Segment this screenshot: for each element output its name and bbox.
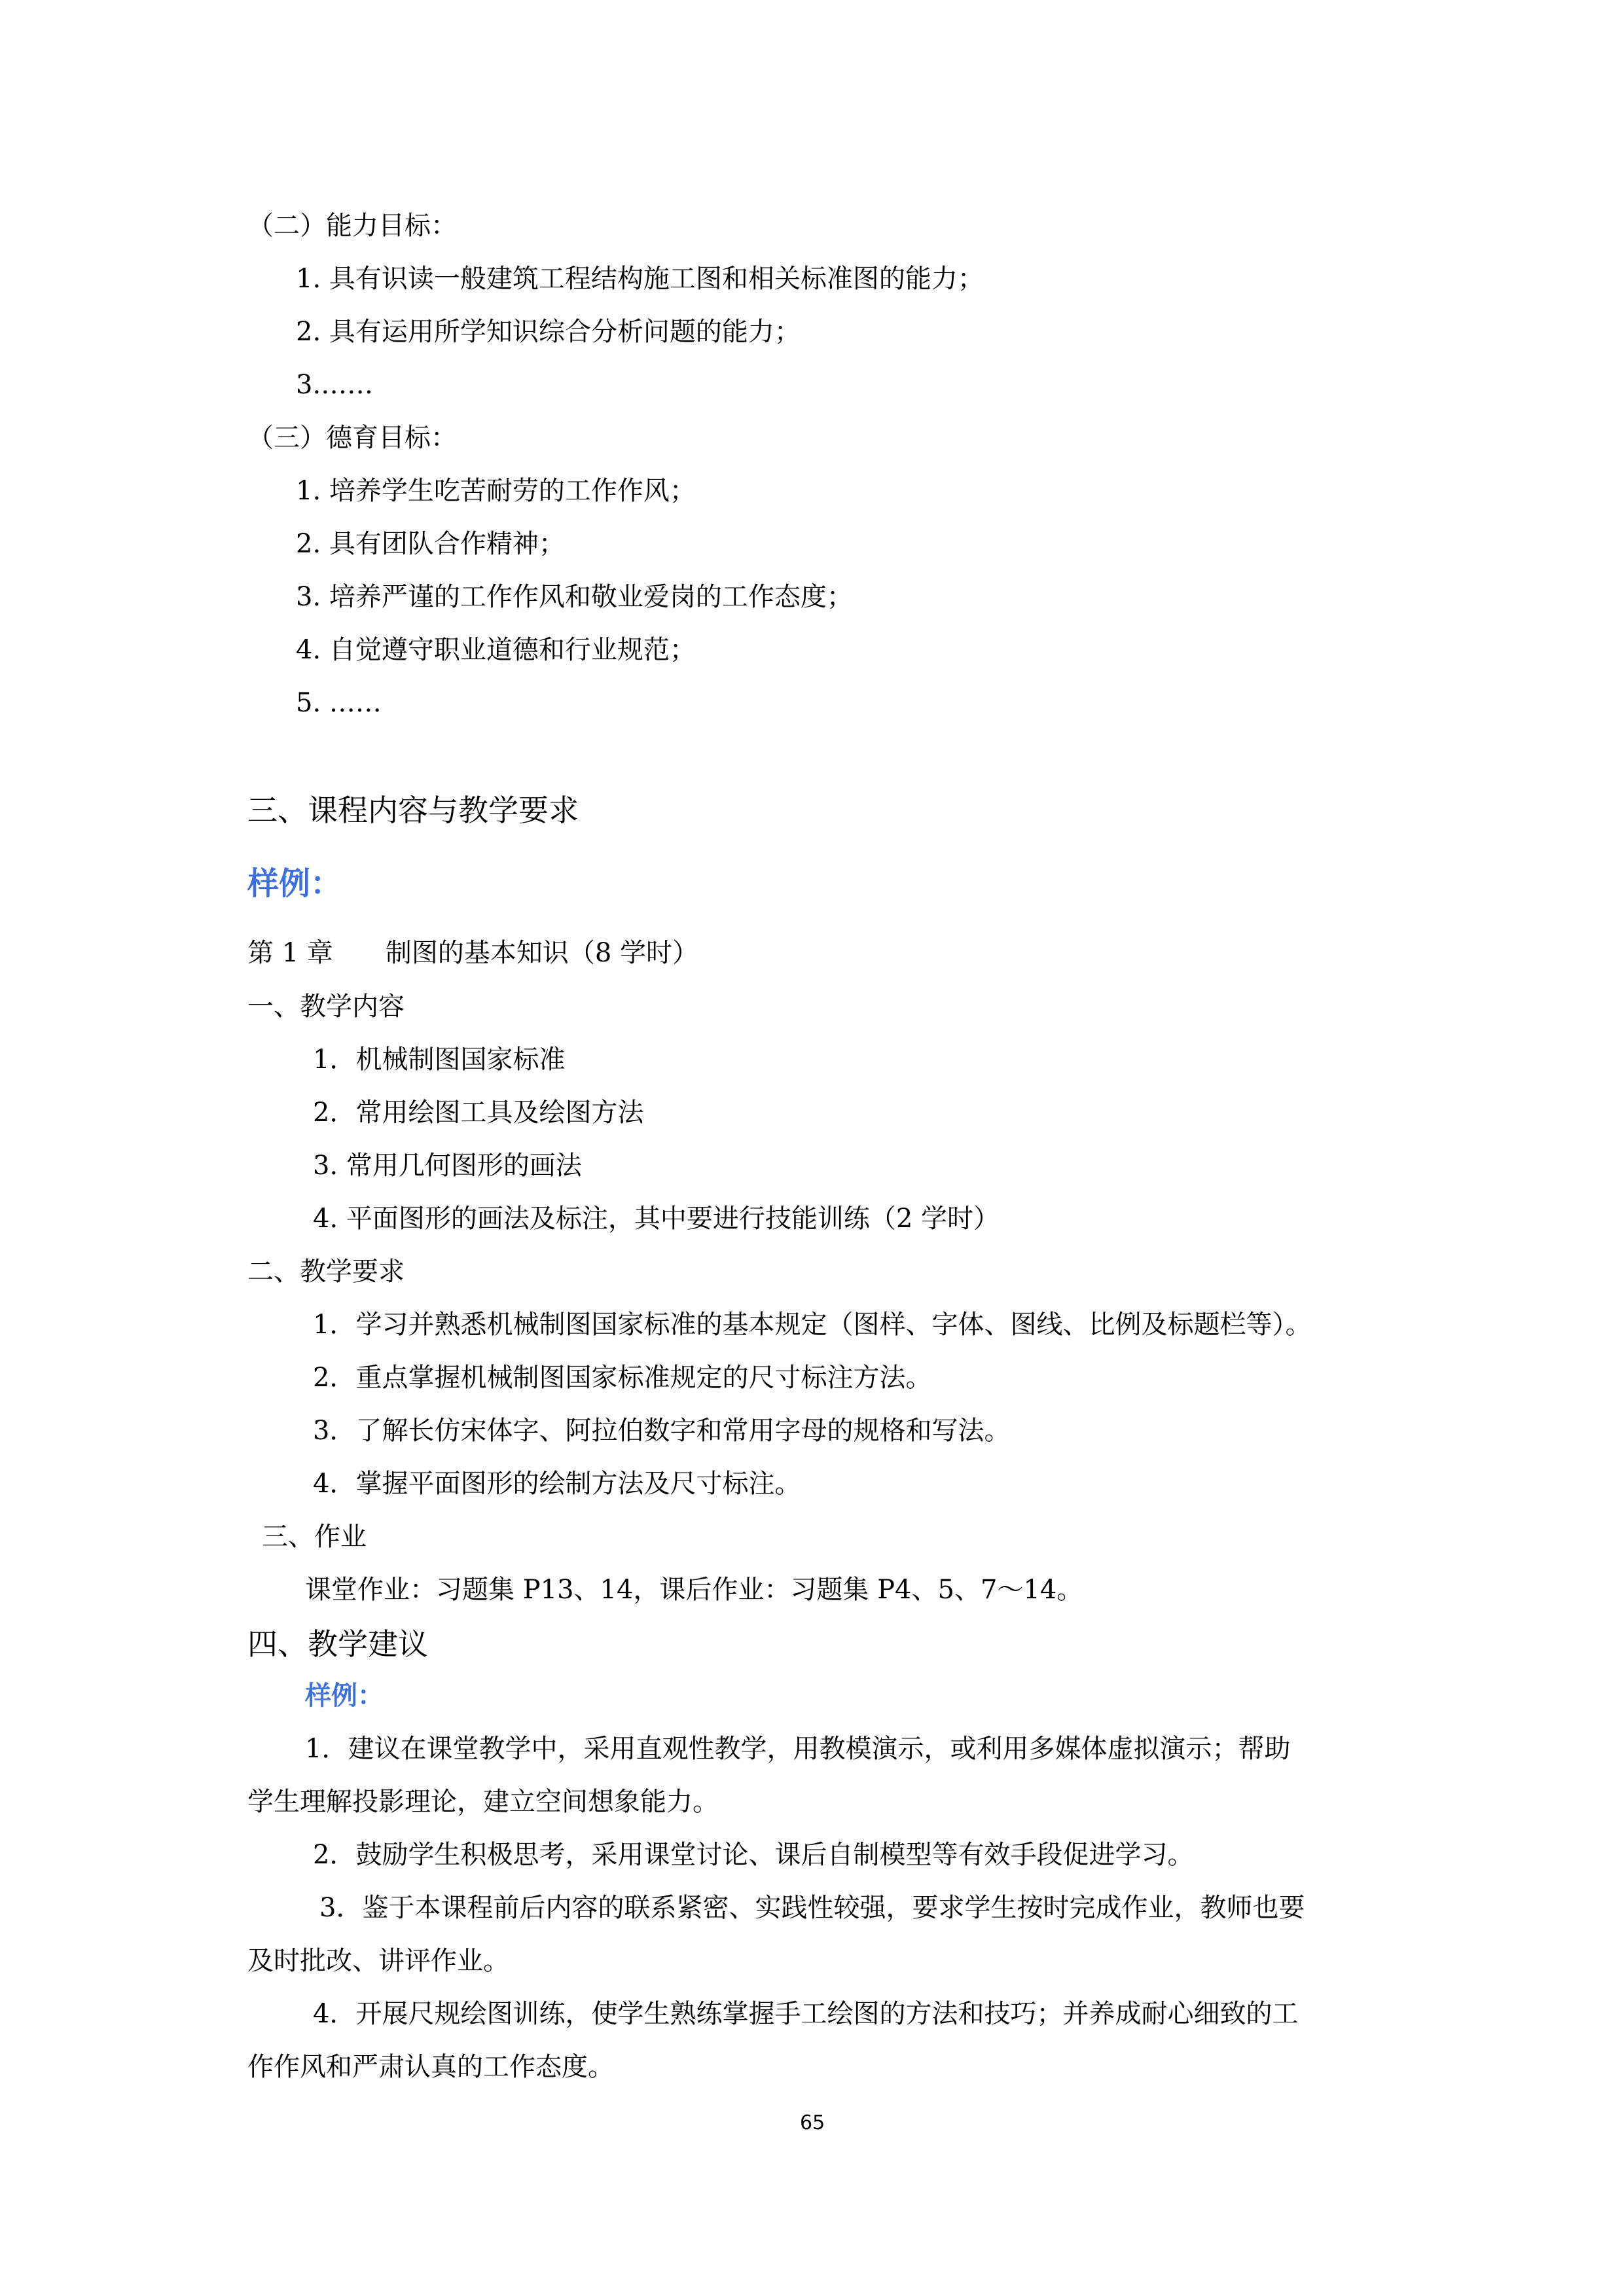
suggestion-4-line-1: 4．开展尺规绘图训练，使学生熟练掌握手工绘图的方法和技巧；并养成耐心细致的工 bbox=[313, 1999, 1299, 2029]
moral-item-2: 2. 具有团队合作精神； bbox=[296, 529, 565, 559]
sample-label-small: 样例： bbox=[305, 1681, 384, 1711]
suggestion-1-line-1: 1．建议在课堂教学中，采用直观性教学，用教模演示，或利用多媒体虚拟演示；帮助 bbox=[305, 1734, 1291, 1764]
homework-heading: 三、作业 bbox=[262, 1522, 367, 1552]
sample-label: 样例： bbox=[247, 865, 342, 902]
content-item-4: 4. 平面图形的画法及标注，其中要进行技能训练（2 学时） bbox=[313, 1204, 1000, 1234]
teaching-requirements-heading: 二、教学要求 bbox=[247, 1257, 405, 1287]
ability-item-2: 2. 具有运用所学知识综合分析问题的能力； bbox=[296, 317, 801, 347]
ability-goals-heading: （二）能力目标： bbox=[247, 211, 457, 241]
requirement-item-1: 1．学习并熟悉机械制图国家标准的基本规定（图样、字体、图线、比例及标题栏等）。 bbox=[313, 1310, 1312, 1340]
ability-item-3: 3.…… bbox=[296, 370, 374, 400]
content-item-2: 2．常用绘图工具及绘图方法 bbox=[313, 1098, 644, 1128]
content-item-1: 1．机械制图国家标准 bbox=[313, 1045, 566, 1075]
content-item-3: 3. 常用几何图形的画法 bbox=[313, 1151, 582, 1181]
moral-item-5: 5. …… bbox=[296, 688, 382, 718]
section-3-title: 三、课程内容与教学要求 bbox=[247, 793, 579, 828]
requirement-item-3: 3．了解长仿宋体字、阿拉伯数字和常用字母的规格和写法。 bbox=[313, 1416, 1011, 1446]
teaching-content-heading: 一、教学内容 bbox=[247, 992, 405, 1022]
moral-item-1: 1. 培养学生吃苦耐劳的工作作风； bbox=[296, 476, 696, 506]
suggestion-2-line-1: 2．鼓励学生积极思考，采用课堂讨论、课后自制模型等有效手段促进学习。 bbox=[313, 1840, 1194, 1870]
moral-item-3: 3. 培养严谨的工作作风和敬业爱岗的工作态度； bbox=[296, 582, 853, 612]
requirement-item-2: 2．重点掌握机械制图国家标准规定的尺寸标注方法。 bbox=[313, 1363, 932, 1393]
page-number: 65 bbox=[800, 2111, 825, 2134]
moral-goals-heading: （三）德育目标： bbox=[247, 423, 457, 453]
suggestion-1-line-2: 学生理解投影理论，建立空间想象能力。 bbox=[247, 1787, 719, 1817]
ability-item-1: 1. 具有识读一般建筑工程结构施工图和相关标准图的能力； bbox=[296, 264, 984, 294]
suggestion-3-line-2: 及时批改、讲评作业。 bbox=[247, 1946, 509, 1976]
suggestion-3-line-1: 3．鉴于本课程前后内容的联系紧密、实践性较强，要求学生按时完成作业，教师也要 bbox=[319, 1893, 1305, 1923]
requirement-item-4: 4．掌握平面图形的绘制方法及尺寸标注。 bbox=[313, 1469, 801, 1499]
suggestion-4-line-2: 作作风和严肃认真的工作态度。 bbox=[247, 2052, 614, 2082]
section-4-title: 四、教学建议 bbox=[247, 1626, 428, 1662]
moral-item-4: 4. 自觉遵守职业道德和行业规范； bbox=[296, 635, 696, 665]
chapter-title: 第 1 章 制图的基本知识（8 学时） bbox=[247, 938, 699, 968]
homework-text: 课堂作业：习题集 P13、14，课后作业：习题集 P4、5、7～14。 bbox=[305, 1575, 1083, 1605]
